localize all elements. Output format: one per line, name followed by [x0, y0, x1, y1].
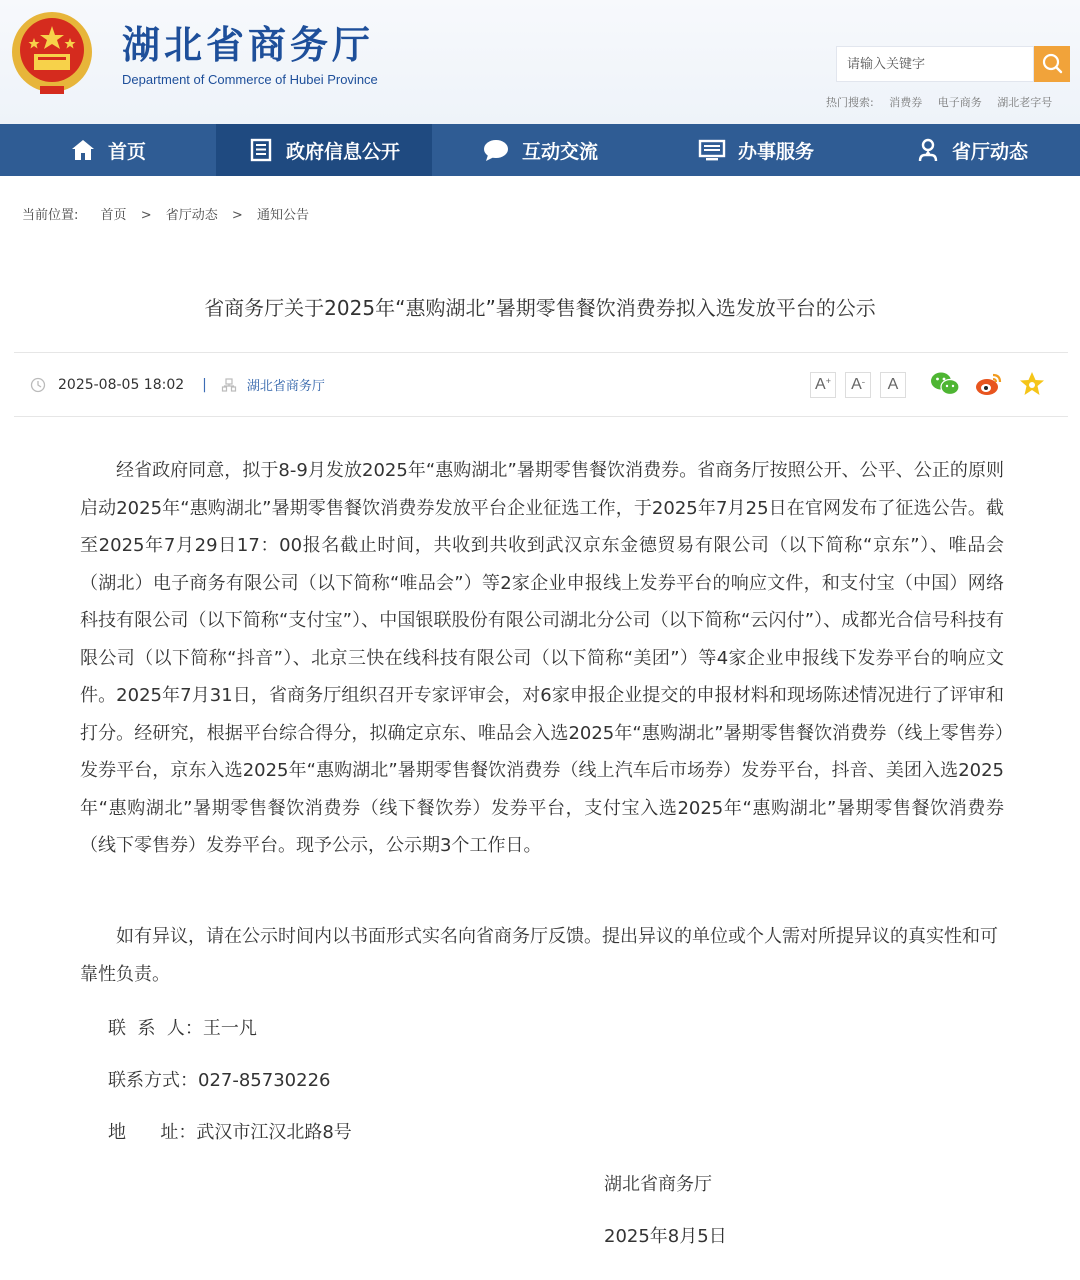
favorite-button[interactable] — [1018, 370, 1046, 398]
article-body-2 — [80, 918, 1004, 993]
hot-keyword-link[interactable]: 湖北老字号 — [997, 96, 1053, 109]
nav-item-label: 办事服务 — [737, 140, 814, 163]
breadcrumb-label: 当前位置: — [22, 208, 79, 223]
signature-date: 2025年8月5日 — [604, 1226, 727, 1247]
article-title: 省商务厅关于2025年“惠购湖北”暑期零售餐饮消费券拟入选发放平台的公示 — [204, 296, 876, 320]
divider — [14, 416, 1068, 417]
font-size-controls — [810, 372, 915, 398]
font-default-button[interactable]: A ˗ — [845, 372, 871, 398]
breadcrumb-link-home[interactable]: 首页 — [100, 208, 127, 223]
site-title: 湖北省商务厅 — [122, 22, 375, 67]
share-wechat-button[interactable] — [930, 370, 960, 398]
nav-item-label: 政府信息公开 — [285, 140, 400, 163]
favorite-star-icon — [1018, 370, 1046, 398]
search-icon — [1034, 46, 1070, 82]
weibo-icon — [974, 370, 1004, 398]
breadcrumb-separator: > — [140, 208, 152, 223]
nav-item-label: 互动交流 — [521, 140, 598, 163]
organization-icon — [221, 377, 237, 393]
hot-keyword-link[interactable]: 消费券 — [889, 96, 923, 109]
hot-search — [826, 94, 1064, 110]
font-increase-button[interactable]: A + — [810, 372, 836, 398]
article-source: 湖北省商务厅 — [246, 379, 325, 394]
main-nav — [0, 124, 1080, 176]
breadcrumb-link-notices[interactable]: 通知公告 — [256, 208, 309, 223]
contact-phone: 联系方式：027-85730226 — [108, 1070, 331, 1091]
divider — [14, 352, 1068, 353]
breadcrumb — [22, 204, 309, 223]
breadcrumb-separator: > — [231, 208, 243, 223]
share-bar — [930, 370, 1060, 398]
nav-item-services[interactable] — [648, 124, 864, 176]
contact-person: 联 系 人：王一凡 — [108, 1018, 257, 1039]
search-box — [836, 46, 1034, 82]
wechat-icon — [930, 370, 960, 398]
nav-item-interaction[interactable] — [432, 124, 648, 176]
site-subtitle: Department of Commerce of Hubei Province — [122, 72, 378, 87]
location-person-icon — [916, 137, 940, 163]
clock-icon — [30, 377, 46, 393]
nav-item-label: 首页 — [107, 140, 146, 163]
nav-item-label: 省厅动态 — [951, 140, 1028, 163]
hot-search-label: 热门搜索: — [826, 96, 874, 109]
chat-bubble-icon — [482, 137, 510, 163]
article-paragraph: 经省政府同意，拟于8-9月发放2025年“惠购湖北”暑期零售餐饮消费券。省商务厅按照公开、公平、公正的原则启动2025年“惠购湖北”暑期零售餐饮消费券发放平台企业征选工作，于2025年7月25日在官网发布了征选公告。截至2025年7月29日17：00报名截止时间，共收到共收到武汉京东金德贸易有限公司（以下简称“京东”）、唯品会（湖北）电子商务有限公司（以下简称“唯品会”）等2家企业申报线上发券平台的响应文件，和支付宝（中国）网络科技有限公司（以下简称“支付宝”）、中国银联股份有限公司湖北分公司（以下简称“云闪付”）、成都光合信号科技有限公司（以下简称“抖音”）、北京三快在线科技有限公司（以下简称“美团”）等4家企业申报线下发券平台的响应文件。2025年7月31日，省商务厅组织召开专家评审会，对6家申报企业提交的申报材料和现场陈述情况进行了评审和打分。经研究，根据平台综合得分，拟确定京东、唯品会入选2025年“惠购湖北”暑期零售餐饮消费券（线上零售券）发券平台，京东入选2025年“惠购湖北”暑期零售餐饮消费券（线上汽车后市场券）发券平台，抖音、美团入选2025年“惠购湖北”暑期零售餐饮消费券（线下餐饮券）发券平台，支付宝入选2025年“惠购湖北”暑期零售餐饮消费券（线下零售券）发券平台。现予公示，公示期3个工作日。 — [80, 460, 1004, 856]
search-button[interactable] — [1034, 46, 1070, 82]
nav-item-gov-info[interactable] — [216, 124, 432, 176]
article-paragraph: 如有异议，请在公示时间内以书面形式实名向省商务厅反馈。提出异议的单位或个人需对所提异议的真实性和可靠性负责。 — [80, 926, 998, 985]
share-weibo-button[interactable] — [974, 370, 1004, 398]
monitor-icon — [698, 137, 726, 163]
home-icon — [70, 137, 96, 163]
hot-keyword-link[interactable]: 电子商务 — [937, 96, 982, 109]
meta-divider: | — [202, 376, 207, 393]
article-meta — [30, 375, 325, 394]
article-body — [80, 452, 1004, 865]
search-input[interactable] — [837, 47, 1037, 81]
nav-item-home[interactable] — [0, 124, 216, 176]
nav-item-news[interactable] — [864, 124, 1080, 176]
font-decrease-button[interactable]: A — [880, 372, 906, 398]
document-list-icon — [248, 137, 274, 163]
publish-datetime: 2025-08-05 18:02 — [58, 376, 185, 393]
contact-address: 地 址：武汉市江汉北路8号 — [108, 1122, 352, 1143]
national-emblem-icon — [10, 10, 94, 98]
site-header — [0, 0, 1080, 124]
breadcrumb-link-news[interactable]: 省厅动态 — [165, 208, 218, 223]
signature-org: 湖北省商务厅 — [604, 1174, 712, 1195]
